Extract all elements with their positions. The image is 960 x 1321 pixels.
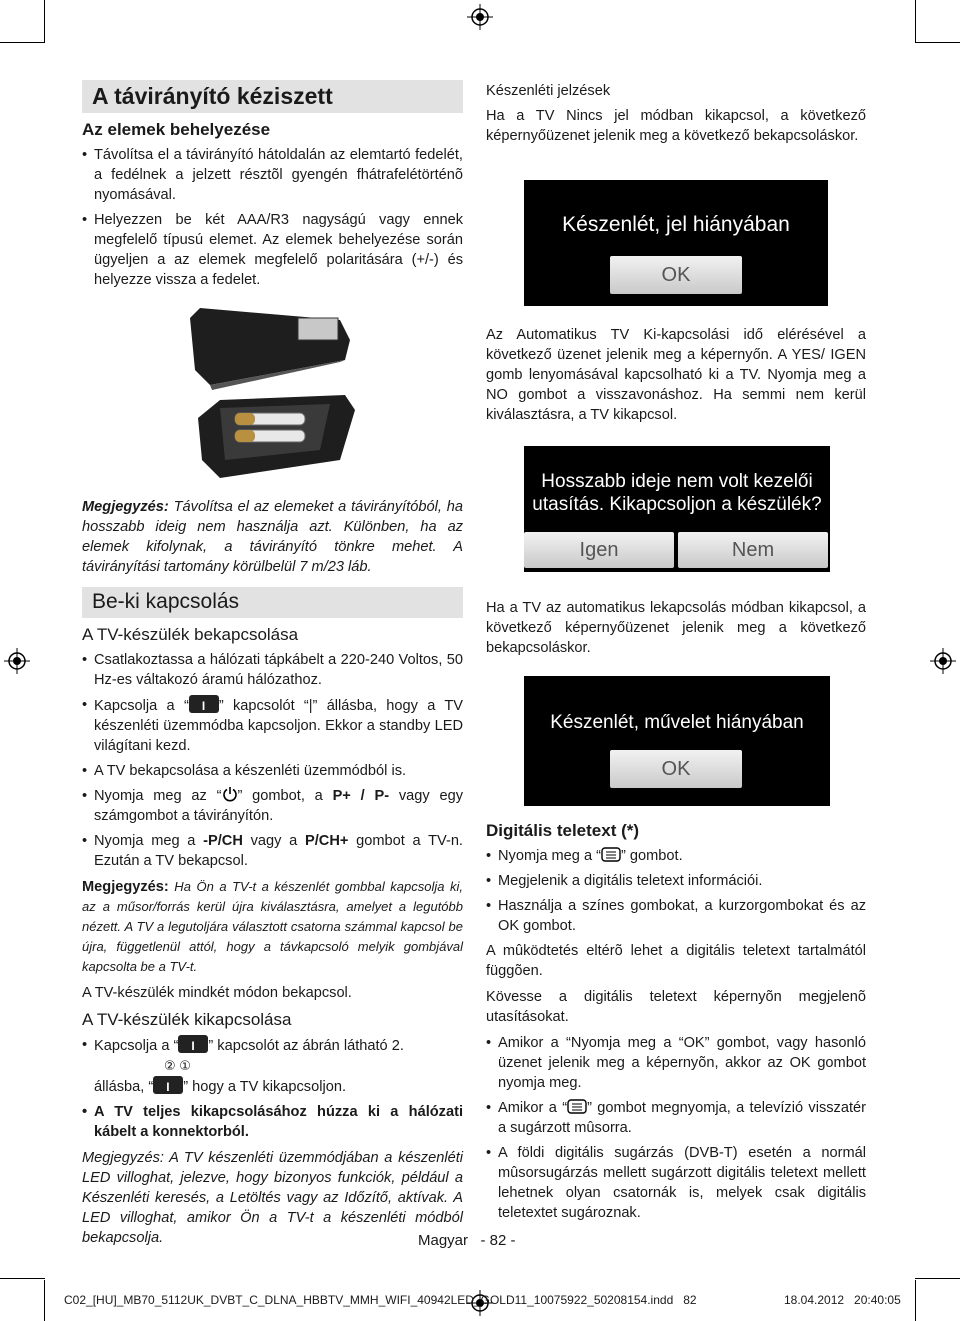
- note-label: Megjegyzés:: [82, 499, 169, 515]
- teletext-list: [486, 846, 866, 936]
- text: ” kapcsolót “|” állásba, hogy a TV készenléti üzemmódba kapcsoljon. Ekkor a standby LED világítani kezd.: [94, 698, 463, 754]
- crop-mark: [915, 0, 916, 42]
- text: gombot a TV-n. Ezután a TV bekapcsol.: [94, 833, 463, 869]
- screen-message: Készenlét, jel hiányában: [562, 213, 790, 236]
- ok-button[interactable]: OK: [610, 750, 742, 788]
- list-item: • A TV bekapcsolása a készenléti üzemmódból is.: [82, 761, 463, 781]
- list-item: • Megjelenik a digitális teletext információi.: [486, 871, 866, 891]
- text: -P/CH: [203, 833, 243, 849]
- text: ” gombot megnyomja, a televízió visszatér a sugárzott mûsorra.: [498, 1100, 866, 1136]
- text: Amikor a “: [498, 1100, 568, 1116]
- led-note: Megjegyzés: A TV készenléti üzemmódjában a készenléti LED villoghat, jelezve, hogy bizonyos funkciók, például a Készenléti keresés, a Letöltés vagy az Időzítő, aktívak. A LED villoghat, amikor Ön a TV-t a készenléti módból bekapcsolja.: [82, 1150, 463, 1246]
- no-button[interactable]: Nem: [678, 532, 828, 568]
- crop-mark: [0, 1278, 45, 1279]
- list-item: [82, 695, 463, 756]
- text: Nyomja meg a: [94, 833, 204, 849]
- screen-message: Hosszabb ideje nem volt kezelői utasítás. Kikapcsoljon a készülék?: [532, 471, 822, 515]
- text: Nyomja meg az “: [94, 788, 222, 804]
- power-switch-icon: [153, 1076, 183, 1094]
- teletext-paragraph: Kövesse a digitális teletext képernyõn megjelenõ utasításokat.: [486, 989, 866, 1025]
- teletext-paragraph: A mûködtetés eltérõ lehet a digitális teletext tartalmától függõen.: [486, 943, 866, 979]
- text: ” hogy a TV kikapcsoljon.: [183, 1079, 346, 1095]
- list-item: [82, 1035, 463, 1097]
- auto-off-standby-paragraph: Ha a TV az automatikus lekapcsolás módban kikapcsol, a következő képernyőüzenet jelenik meg a következő bekapcsoláskor.: [486, 600, 866, 656]
- both-ways-text: A TV-készülék mindkét módon bekapcsol.: [82, 985, 352, 1001]
- text: Kapcsolja a “: [94, 1038, 179, 1054]
- crop-mark: [0, 42, 45, 43]
- remote-section-heading: A távirányító kéziszett: [82, 80, 463, 113]
- list-item: • A földi digitális sugárzás (DVB-T) esetén a normál mûsorsugárzás mellett sugárzott digitális teletext mellett lehetnek olyan csatornák is, melyek csak digitális teletextet sugároznak.: [486, 1143, 866, 1223]
- right-column-mid: [486, 325, 866, 431]
- standby-subheading: Készenléti jelzések: [486, 83, 611, 99]
- note-label: Megjegyzés:: [82, 879, 169, 895]
- teletext-subheading: Digitális teletext (*): [486, 821, 640, 840]
- print-slug-file: C02_[HU]_MB70_5112UK_DVBT_C_DLNA_HBBTV_MMH_WIFI_40942LED_GOLD11_10075922_50208154.indd 82: [64, 1293, 697, 1307]
- right-column-lower: [486, 598, 866, 664]
- list-item: • Használja a színes gombokat, a kurzorgombokat és az OK gombot.: [486, 896, 866, 936]
- list-item: • Csatlakoztassa a hálózati tápkábelt a 220-240 Voltos, 50 Hz-es váltakozó áramú hálózathoz.: [82, 650, 463, 690]
- text: állásba, “: [94, 1079, 154, 1095]
- ok-button[interactable]: OK: [610, 256, 742, 294]
- list-item: [486, 846, 866, 866]
- text: ” gombot, a: [237, 788, 333, 804]
- crop-mark: [44, 0, 45, 42]
- battery-note: [82, 497, 463, 577]
- crop-mark: [915, 1278, 960, 1279]
- remote-battery-illustration: [180, 300, 360, 480]
- note-text: Ha Ön a TV-t a készenlét gombbal kapcsolja ki, az a műsor/forrás kerül újra kiválasztásra, amelyet a legutóbb nézett. A TV a legutoljára választott csatorna számmal kapcsol be újra, függetlenül attól, hogy a távkapcsoló melyik gombjával kapcsolta be a TV-t.: [82, 879, 463, 974]
- auto-off-paragraph: Az Automatikus TV Ki-kapcsolási idő elérésével a következő üzenet jelenik meg a képernyőn. A YES/ IGEN gomb lenyomásával kapcsolható ki a TV. Nyomja meg a NO gombot a visszavonáshoz. Ha semmi nem kerül kiválasztásra, a TV kikapcsol.: [486, 327, 866, 423]
- standby-note: [82, 877, 463, 977]
- battery-list: [82, 145, 463, 290]
- list-item: [486, 1098, 866, 1138]
- onoff-heading: Be-ki kapcsolás: [82, 587, 463, 618]
- list-item: [82, 786, 463, 826]
- power-off-subheading: A TV-készülék kikapcsolása: [82, 1010, 292, 1029]
- text: vagy egy számgombot a távirányítón.: [94, 788, 463, 824]
- right-column-top: [486, 80, 866, 152]
- power-switch-icon: [178, 1035, 208, 1053]
- note-text: Távolítsa el az elemeket a távirányítóból, ha hosszabb ideig nem használja azt. Különben, ha az elemek kifolynak, a távirányító tönkre mehet. A távirányítási tartomány körülbelül 7 m/23 láb.: [82, 499, 463, 575]
- list-item: • Helyezzen be két AAA/R3 nagyságú vagy ennek megfelelő típusú elemet. Az elemek behelyezése során ügyeljen a az elemek megfelelő polaritására (+/-) és helyezze vissza a fedelet.: [82, 210, 463, 290]
- power-on-list: [82, 650, 463, 871]
- page-number: Magyar - 82 -: [418, 1232, 516, 1249]
- teletext-icon: [601, 847, 621, 862]
- left-column-bottom: [82, 497, 463, 1254]
- right-column-bottom: [486, 820, 866, 1228]
- tv-screen-auto-off: [524, 446, 830, 572]
- list-item: • Amikor a “Nyomja meg a “OK” gombot, vagy hasonló üzenet jelenik meg a képernyõn, akkor az OK gombot nyomja meg.: [486, 1033, 866, 1093]
- crop-mark: [915, 1280, 916, 1321]
- list-item: [82, 831, 463, 871]
- text: ” kapcsolót az ábrán látható 2.: [208, 1038, 404, 1054]
- teletext-icon: [567, 1099, 587, 1114]
- text: ” gombot.: [621, 848, 683, 864]
- text: Nyomja meg a “: [498, 848, 601, 864]
- power-off-list: [82, 1035, 463, 1142]
- switch-positions-label: ② ①: [164, 1058, 191, 1073]
- tv-screen-no-signal: [524, 180, 828, 306]
- print-slug-date: 18.04.2012 20:40:05: [784, 1293, 901, 1307]
- list-item: • Távolítsa el a távirányító hátoldalán az elemtartó fedelét, a fedélnek a jelzett résztõl gyengén fhátrafelétörténõ nyomásával.: [82, 145, 463, 205]
- text: Kapcsolja a “: [94, 698, 189, 714]
- registration-mark-icon: [930, 648, 956, 674]
- power-on-subheading: A TV-készülék bekapcsolása: [82, 625, 299, 644]
- standby-paragraph: Ha a TV Nincs jel módban kikapcsol, a következő képernyőüzenet jelenik meg a következő bekapcsoláskor.: [486, 108, 866, 144]
- list-item: • A TV teljes kikapcsolásához húzza ki a hálózati kábelt a konnektorból.: [82, 1102, 463, 1142]
- screen-message: Készenlét, művelet hiányában: [550, 712, 804, 733]
- registration-mark-icon: [4, 648, 30, 674]
- tv-screen-no-operation: [524, 676, 830, 806]
- crop-mark: [44, 1280, 45, 1321]
- text: P/CH+: [305, 833, 349, 849]
- standby-power-icon: [222, 786, 238, 802]
- registration-mark-icon: [467, 4, 493, 30]
- text: vagy a: [242, 833, 306, 849]
- power-switch-icon: [189, 695, 219, 713]
- battery-subheading: Az elemek behelyezése: [82, 120, 271, 139]
- left-column-top: [82, 80, 463, 295]
- teletext-list-2: [486, 1033, 866, 1223]
- yes-button[interactable]: Igen: [524, 532, 674, 568]
- crop-mark: [915, 42, 960, 43]
- text: P+ / P-: [332, 788, 390, 804]
